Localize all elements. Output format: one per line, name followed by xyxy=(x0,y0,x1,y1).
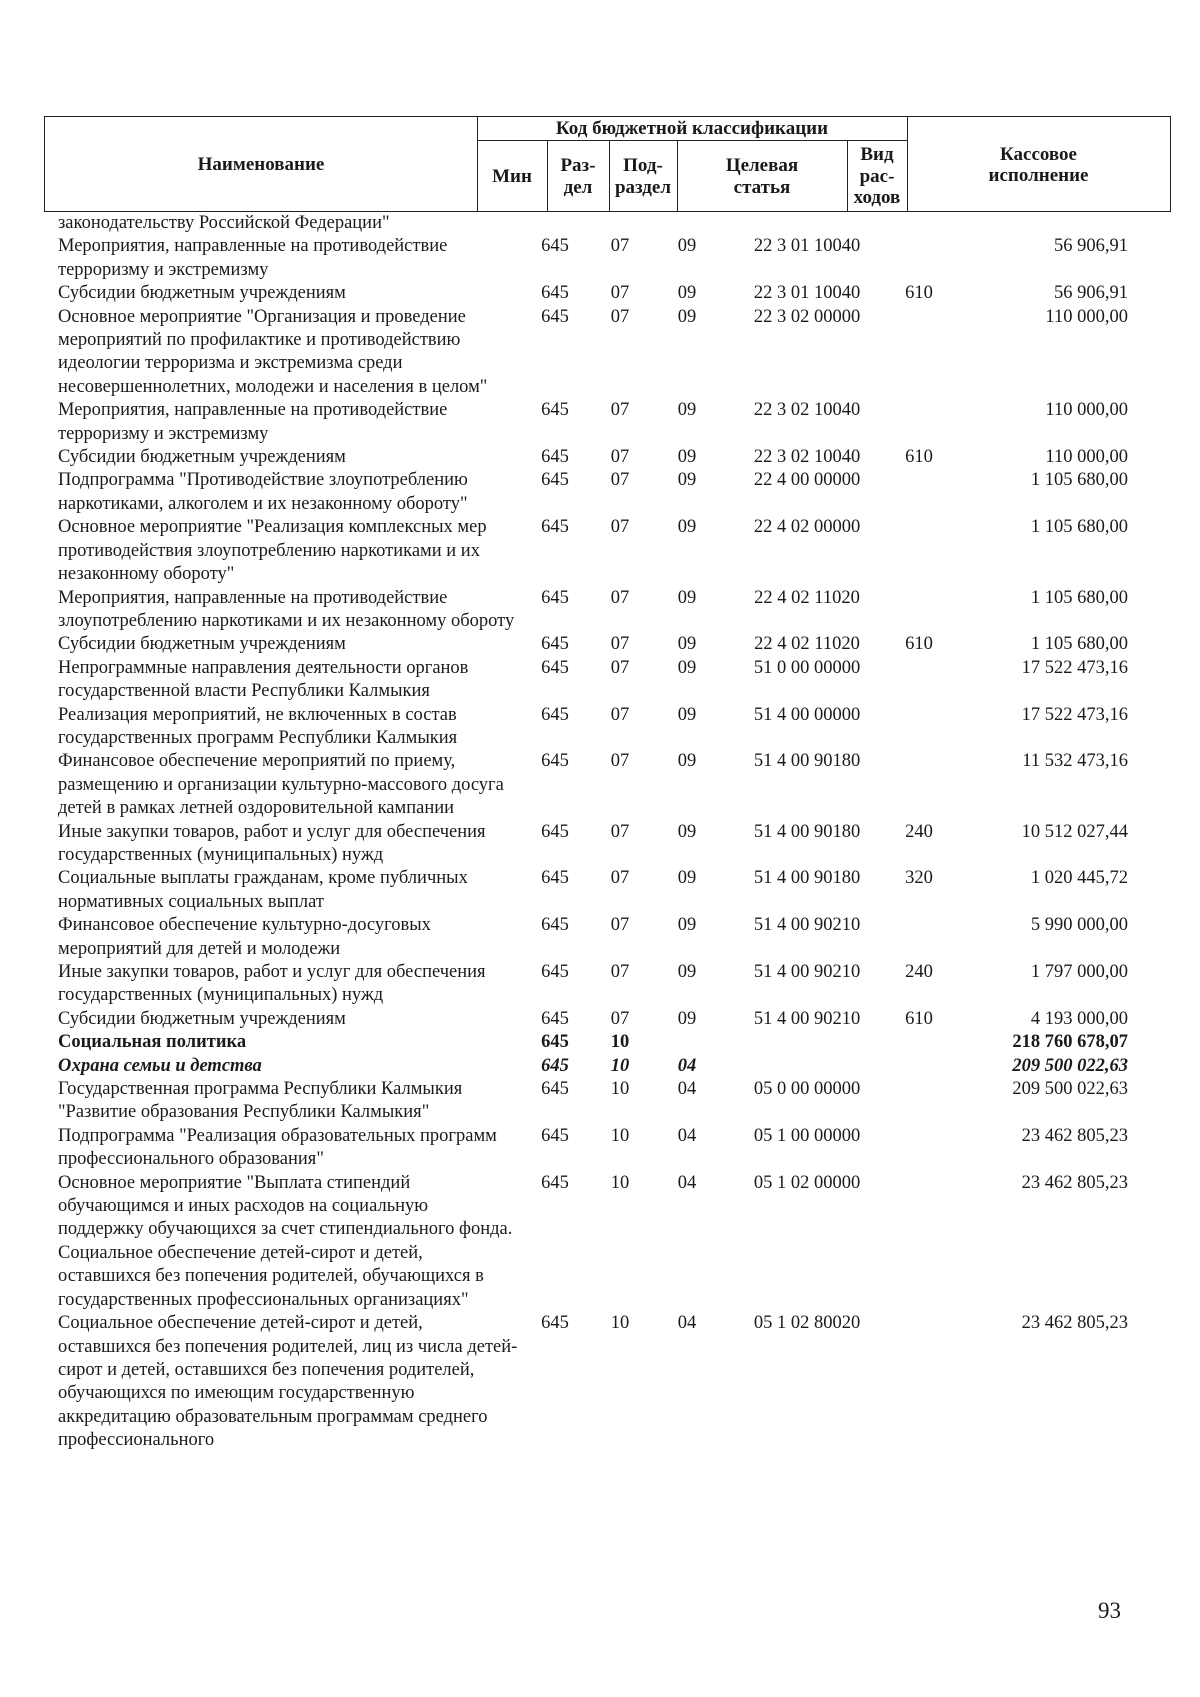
row-razdel: 07 xyxy=(610,751,630,772)
header-kassa: Кассовое исполнение xyxy=(988,143,1089,186)
row-podrazdel: 04 xyxy=(677,1055,697,1076)
row-razdel: 07 xyxy=(610,470,630,491)
row-podrazdel: 09 xyxy=(677,447,697,468)
row-podrazdel: 09 xyxy=(677,517,697,538)
row-min: 645 xyxy=(541,1079,569,1100)
header-celevaya: Целевая статья xyxy=(725,155,799,198)
row-razdel: 10 xyxy=(610,1172,630,1193)
table-row xyxy=(0,235,1200,282)
row-podrazdel: 04 xyxy=(677,1125,697,1146)
table-row xyxy=(0,516,1200,586)
row-razdel: 10 xyxy=(610,1032,630,1053)
row-vid: 610 xyxy=(905,634,933,655)
header-name: Наименование xyxy=(197,154,325,176)
row-podrazdel: 09 xyxy=(677,587,697,608)
row-podrazdel: 09 xyxy=(677,306,697,327)
table-row xyxy=(0,1125,1200,1172)
row-name: Государственная программа Республики Калмыкия "Развитие образования Республики Калмыкия" xyxy=(58,1079,463,1123)
row-celevaya: 51 0 00 00000 xyxy=(753,657,861,678)
row-razdel: 10 xyxy=(610,1125,630,1146)
row-celevaya: 22 3 02 10040 xyxy=(753,447,861,468)
row-razdel: 10 xyxy=(610,1313,630,1334)
row-podrazdel: 09 xyxy=(677,634,697,655)
table-row xyxy=(0,704,1200,751)
row-kassa: 23 462 805,23 xyxy=(1021,1172,1128,1193)
row-min: 645 xyxy=(541,1313,569,1334)
table-row xyxy=(0,1031,1200,1054)
row-name: Финансовое обеспечение мероприятий по приему, размещению и организации культурно-массового досуга детей в рамках летней оздоровительной кампании xyxy=(58,751,504,819)
row-podrazdel: 09 xyxy=(677,751,697,772)
table-row xyxy=(0,657,1200,704)
row-name: Социальное обеспечение детей-сирот и детей, оставшихся без попечения родителей, лиц из числа детей-сирот и детей, оставшихся без попечения родителей, обучающихся по имеющим государственную аккредитацию образовательным программам среднего профессионального xyxy=(58,1313,518,1451)
row-celevaya: 51 4 00 90180 xyxy=(753,751,861,772)
row-kassa: 1 105 680,00 xyxy=(1030,587,1128,608)
row-kassa: 23 462 805,23 xyxy=(1021,1125,1128,1146)
row-podrazdel: 09 xyxy=(677,283,697,304)
row-name: Социальные выплаты гражданам, кроме публичных нормативных социальных выплат xyxy=(58,868,468,912)
row-razdel: 07 xyxy=(610,704,630,725)
row-podrazdel: 09 xyxy=(677,1008,697,1029)
row-podrazdel: 09 xyxy=(677,962,697,982)
row-celevaya: 22 4 02 11020 xyxy=(754,634,860,655)
row-razdel: 07 xyxy=(610,868,630,889)
row-celevaya: 22 3 01 10040 xyxy=(753,283,861,304)
row-name: Мероприятия, направленные на противодействие терроризму и экстремизму xyxy=(58,236,448,280)
row-min: 645 xyxy=(541,704,569,725)
row-min: 645 xyxy=(541,915,569,936)
row-razdel: 07 xyxy=(610,915,630,936)
row-name: Субсидии бюджетным учреждениям xyxy=(58,634,346,655)
row-kassa: 56 906,91 xyxy=(1054,236,1128,257)
row-vid: 610 xyxy=(905,447,933,468)
row-razdel: 07 xyxy=(610,1008,630,1029)
row-min: 645 xyxy=(541,1125,569,1146)
row-min: 645 xyxy=(541,1008,569,1029)
row-razdel: 07 xyxy=(610,962,630,982)
table-row xyxy=(0,1172,1200,1312)
row-celevaya: 22 3 02 00000 xyxy=(753,306,861,327)
table-row xyxy=(0,867,1200,914)
row-vid: 320 xyxy=(905,868,933,889)
row-podrazdel: 09 xyxy=(677,470,697,491)
header-min: Мин xyxy=(492,165,532,187)
row-razdel: 07 xyxy=(610,447,630,468)
row-name: Подпрограмма "Реализация образовательных программ профессионального образования" xyxy=(58,1125,497,1170)
row-razdel: 07 xyxy=(610,587,630,608)
row-podrazdel: 09 xyxy=(677,868,697,889)
row-vid: 610 xyxy=(905,1008,933,1029)
row-min: 645 xyxy=(541,634,569,655)
row-razdel: 07 xyxy=(610,283,630,304)
row-razdel: 07 xyxy=(610,634,630,655)
table-row xyxy=(0,1312,1200,1452)
table-row xyxy=(0,633,1200,656)
row-min: 645 xyxy=(541,587,569,608)
row-celevaya: 22 4 00 00000 xyxy=(753,470,861,491)
row-name: Основное мероприятие "Организация и проведение мероприятий по профилактике и противодействию идеологии терроризма и экстремизма среди несовершеннолетних, молодежи и населения в целом" xyxy=(58,306,488,397)
row-min: 645 xyxy=(541,868,569,889)
table-row xyxy=(0,1055,1200,1078)
row-name: Финансовое обеспечение культурно-досуговых мероприятий для детей и молодежи xyxy=(58,915,431,959)
row-min: 645 xyxy=(541,283,569,304)
row-razdel: 07 xyxy=(610,306,630,327)
row-name: Охрана семьи и детства xyxy=(58,1055,262,1076)
header-razdel: Раз- дел xyxy=(560,155,596,198)
row-kassa: 1 105 680,00 xyxy=(1030,470,1128,491)
row-kassa: 110 000,00 xyxy=(1045,400,1128,421)
row-celevaya: 05 1 00 00000 xyxy=(753,1125,861,1146)
row-celevaya: 51 4 00 90180 xyxy=(753,821,861,842)
table-header xyxy=(44,116,1171,212)
row-min: 645 xyxy=(541,517,569,538)
table-row xyxy=(0,212,1200,235)
row-name: Подпрограмма "Противодействие злоупотреблению наркотиками, алкоголем и их незаконному обороту" xyxy=(58,470,468,514)
page-number: 93 xyxy=(1098,1598,1121,1623)
row-name: Основное мероприятие "Выплата стипендий обучающимся и иных расходов на социальную поддержку обучающихся за счет стипендиального фонда. Социальное обеспечение детей-сирот и детей, оставшихся без попечения родителей, обучающихся в государственных профессиональных организациях" xyxy=(58,1172,513,1310)
row-name: законодательству Российской Федерации" xyxy=(58,213,390,233)
table-row xyxy=(0,399,1200,446)
row-name: Субсидии бюджетным учреждениям xyxy=(58,283,346,304)
table-row xyxy=(0,306,1200,400)
row-name: Субсидии бюджетным учреждениям xyxy=(58,447,346,468)
row-kassa: 17 522 473,16 xyxy=(1021,704,1128,725)
row-kassa: 1 797 000,00 xyxy=(1030,962,1128,982)
table-row xyxy=(0,282,1200,305)
table-row xyxy=(0,821,1200,868)
row-kassa: 11 532 473,16 xyxy=(1022,751,1128,772)
row-kassa: 209 500 022,63 xyxy=(1012,1055,1128,1076)
table-row xyxy=(0,587,1200,634)
header-code-group: Код бюджетной классификации xyxy=(555,117,829,139)
row-kassa: 218 760 678,07 xyxy=(1012,1032,1128,1053)
table-body xyxy=(0,212,1200,1453)
row-kassa: 10 512 027,44 xyxy=(1021,821,1128,842)
row-razdel: 10 xyxy=(610,1079,630,1100)
header-podrazdel: Под- раздел xyxy=(614,155,672,198)
row-celevaya: 51 4 00 90180 xyxy=(753,868,861,889)
row-vid: 240 xyxy=(905,821,933,842)
row-kassa: 4 193 000,00 xyxy=(1030,1008,1128,1029)
row-razdel: 07 xyxy=(610,517,630,538)
row-name: Иные закупки товаров, работ и услуг для обеспечения государственных (муниципальных) нужд xyxy=(58,962,486,1006)
row-podrazdel: 04 xyxy=(677,1313,697,1334)
row-name: Реализация мероприятий, не включенных в состав государственных программ Республики Калмыкия xyxy=(58,704,458,748)
table-row xyxy=(0,961,1200,1008)
row-name: Непрограммные направления деятельности органов государственной власти Республики Калмыкия xyxy=(58,657,469,702)
table-row xyxy=(0,469,1200,516)
row-celevaya: 05 1 02 00000 xyxy=(753,1172,861,1193)
row-podrazdel: 04 xyxy=(677,1079,697,1100)
row-name: Основное мероприятие "Реализация комплексных мер противодействия злоупотреблению наркотиками и их незаконному обороту" xyxy=(58,517,487,585)
row-min: 645 xyxy=(541,400,569,421)
row-min: 645 xyxy=(541,447,569,468)
row-min: 645 xyxy=(541,470,569,491)
row-name: Иные закупки товаров, работ и услуг для обеспечения государственных (муниципальных) нужд xyxy=(58,821,486,865)
row-kassa: 56 906,91 xyxy=(1054,283,1128,304)
row-min: 645 xyxy=(541,657,569,678)
row-celevaya: 22 4 02 11020 xyxy=(754,587,860,608)
row-min: 645 xyxy=(541,962,569,982)
row-podrazdel: 09 xyxy=(677,400,697,421)
row-kassa: 110 000,00 xyxy=(1045,447,1128,468)
row-razdel: 07 xyxy=(610,400,630,421)
row-kassa: 1 020 445,72 xyxy=(1030,868,1128,889)
row-name: Мероприятия, направленные на противодействие терроризму и экстремизму xyxy=(58,400,448,444)
row-name: Социальная политика xyxy=(58,1032,247,1053)
table-row xyxy=(0,914,1200,961)
row-razdel: 07 xyxy=(610,821,630,842)
row-celevaya: 51 4 00 90210 xyxy=(753,962,861,982)
row-vid: 240 xyxy=(905,962,933,982)
row-celevaya: 05 0 00 00000 xyxy=(753,1079,861,1100)
table-row xyxy=(0,750,1200,820)
row-min: 645 xyxy=(541,1172,569,1193)
row-name: Субсидии бюджетным учреждениям xyxy=(58,1008,346,1029)
row-podrazdel: 09 xyxy=(677,704,697,725)
row-min: 645 xyxy=(541,236,569,257)
row-podrazdel: 09 xyxy=(677,915,697,936)
table-row xyxy=(0,1008,1200,1031)
row-razdel: 07 xyxy=(610,236,630,257)
row-kassa: 110 000,00 xyxy=(1045,306,1128,327)
row-celevaya: 22 4 02 00000 xyxy=(753,517,861,538)
row-kassa: 23 462 805,23 xyxy=(1021,1313,1128,1334)
row-podrazdel: 09 xyxy=(677,821,697,842)
row-razdel: 10 xyxy=(610,1055,630,1076)
row-min: 645 xyxy=(541,821,569,842)
row-kassa: 209 500 022,63 xyxy=(1012,1079,1128,1100)
row-kassa: 5 990 000,00 xyxy=(1030,915,1128,936)
row-kassa: 17 522 473,16 xyxy=(1021,657,1128,678)
row-podrazdel: 04 xyxy=(677,1172,697,1193)
row-name: Мероприятия, направленные на противодействие злоупотреблению наркотиками и их незаконному обороту xyxy=(58,587,515,631)
row-celevaya: 51 4 00 00000 xyxy=(753,704,861,725)
row-vid: 610 xyxy=(905,283,933,304)
row-kassa: 1 105 680,00 xyxy=(1030,517,1128,538)
row-min: 645 xyxy=(541,1032,569,1053)
row-celevaya: 22 3 01 10040 xyxy=(753,236,861,257)
row-podrazdel: 09 xyxy=(677,236,697,257)
row-min: 645 xyxy=(541,306,569,327)
row-min: 645 xyxy=(541,1055,569,1076)
row-razdel: 07 xyxy=(610,657,630,678)
table-row xyxy=(0,446,1200,469)
row-celevaya: 51 4 00 90210 xyxy=(753,1008,861,1029)
row-kassa: 1 105 680,00 xyxy=(1030,634,1128,655)
row-min: 645 xyxy=(541,751,569,772)
table-row xyxy=(0,1078,1200,1125)
header-vid: Вид рас- ходов xyxy=(853,144,901,209)
row-celevaya: 51 4 00 90210 xyxy=(753,915,861,936)
row-celevaya: 22 3 02 10040 xyxy=(753,400,861,421)
row-podrazdel: 09 xyxy=(677,657,697,678)
row-celevaya: 05 1 02 80020 xyxy=(753,1313,861,1334)
